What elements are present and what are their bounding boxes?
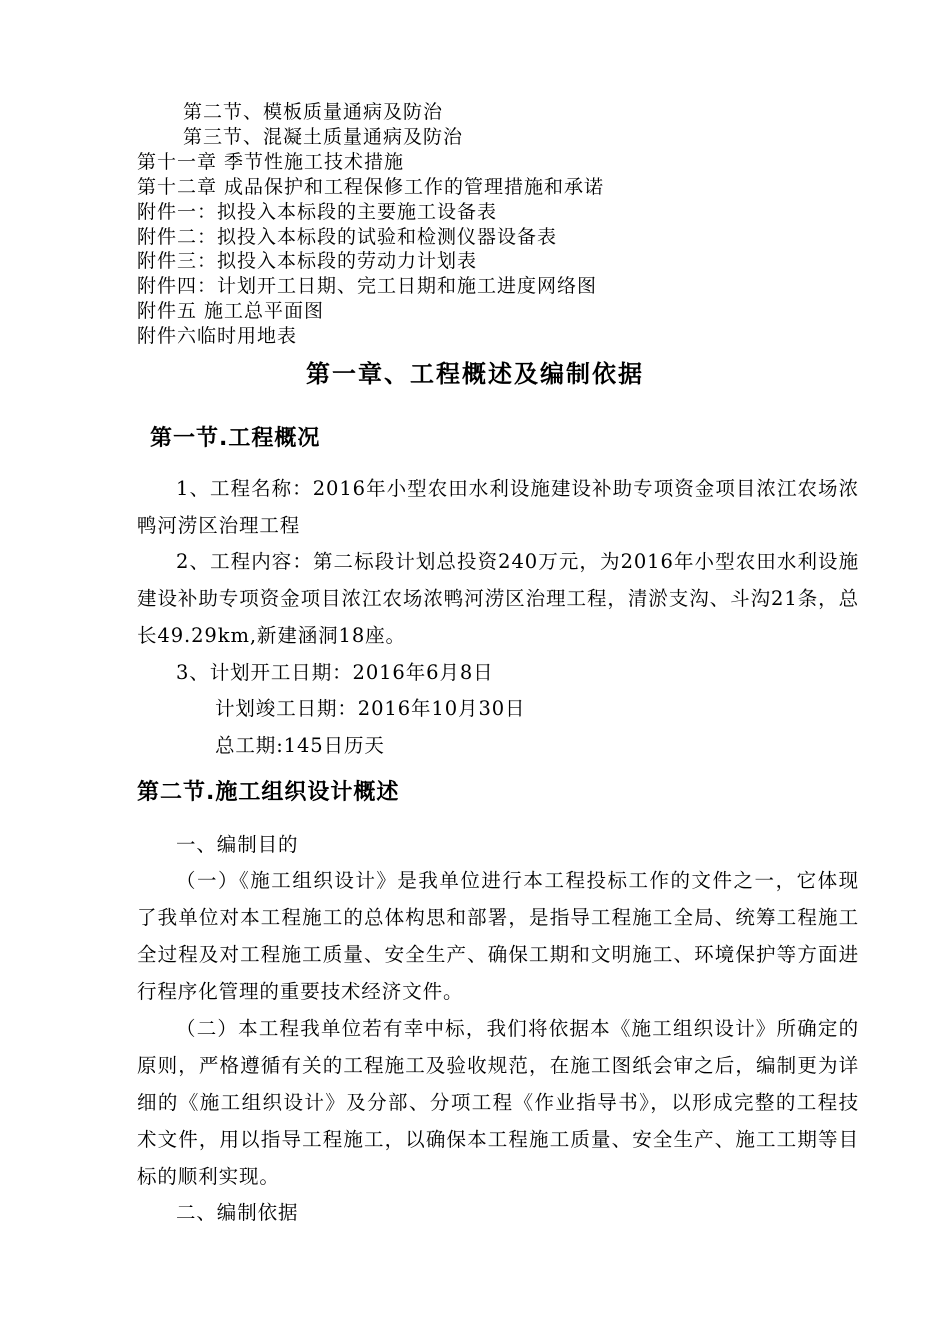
section-title: 第二节.施工组织设计概述 <box>137 780 400 805</box>
toc-item: 第二节、模板质量通病及防治 <box>183 101 444 123</box>
start-date-line: 3、计划开工日期：2016年6月8日 <box>176 661 494 684</box>
toc-item: 附件四：计划开工日期、完工日期和施工进度网络图 <box>137 275 598 297</box>
paragraph-purpose-2: （二）本工程我单位若有幸中标，我们将依据本《施工组织设计》所确定的原则，严格遵循有关的工程施工及验收规范，在施工图纸会审之后，编制更为详细的《施工组织设计》及分部、分项工程《作业指导书》，以形成完整的工程技术文件，用以指导工程施工，以确保本工程施工质量、安全生产、施工工期等目标的顺利实现。 <box>137 1017 859 1188</box>
toc-item: 附件一：拟投入本标段的主要施工设备表 <box>137 201 498 223</box>
toc-item: 附件五 施工总平面图 <box>137 300 325 322</box>
section-title: 第一节.工程概况 <box>150 426 321 451</box>
toc-item: 第十二章 成品保护和工程保修工作的管理措施和承诺 <box>137 176 605 198</box>
paragraph-project-name: 1、工程名称：2016年小型农田水利设施建设补助专项资金项目浓江农场浓鸭河涝区治理工程 <box>137 477 859 537</box>
toc-item: 第十一章 季节性施工技术措施 <box>137 151 405 173</box>
toc-item: 附件二：拟投入本标段的试验和检测仪器设备表 <box>137 226 558 248</box>
subheading-basis: 二、编制依据 <box>176 1201 299 1224</box>
end-date-line: 计划竣工日期：2016年10月30日 <box>215 697 526 720</box>
total-duration-line: 总工期:145日历天 <box>215 734 385 757</box>
toc-item: 附件三：拟投入本标段的劳动力计划表 <box>137 250 478 272</box>
paragraph-project-content: 2、工程内容：第二标段计划总投资240万元，为2016年小型农田水利设施建设补助专项资金项目浓江农场浓鸭河涝区治理工程，清淤支沟、斗沟21条，总长49.29km,新建涵洞18座。 <box>137 550 859 647</box>
chapter-title: 第一章、工程概述及编制依据 <box>306 360 644 388</box>
paragraph-purpose-1: （一）《施工组织设计》是我单位进行本工程投标工作的文件之一，它体现了我单位对本工程施工的总体构思和部署，是指导工程施工全局、统筹工程施工全过程及对工程施工质量、安全生产、确保工期和文明施工、环境保护等方面进行程序化管理的重要技术经济文件。 <box>137 869 859 1003</box>
toc-item: 第三节、混凝土质量通病及防治 <box>183 126 464 148</box>
toc-item: 附件六临时用地表 <box>137 325 298 347</box>
subheading-purpose: 一、编制目的 <box>176 833 299 856</box>
